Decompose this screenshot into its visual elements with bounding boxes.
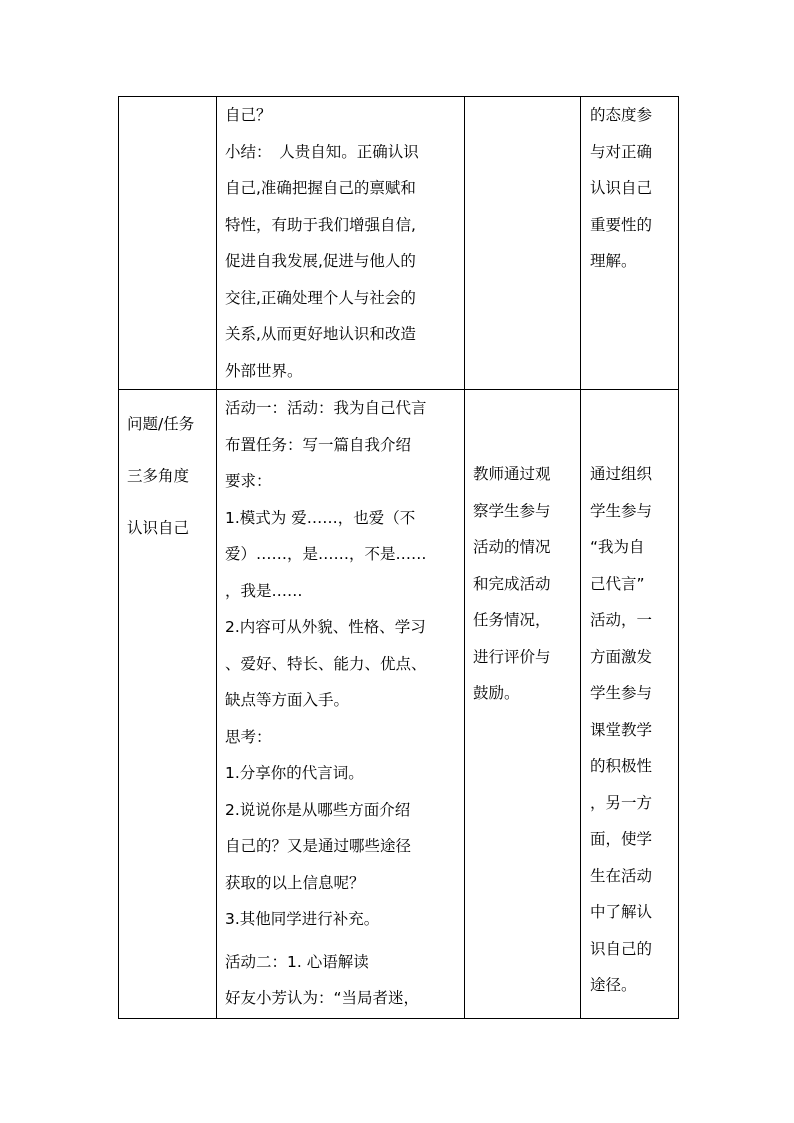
text-line: 要求： xyxy=(225,472,272,490)
purpose-cell xyxy=(581,97,679,390)
text-line: 教师通过观 xyxy=(473,465,551,483)
text-line: 布置任务：写一篇自我介绍 xyxy=(225,435,412,454)
text-line: 学生参与 xyxy=(590,684,653,702)
text-line: 理解。 xyxy=(590,252,637,270)
text-line: 活动一：活动：我为自己代言 xyxy=(225,399,427,417)
table-row xyxy=(119,97,679,390)
text-line: ，另一方 xyxy=(590,793,653,812)
text-line: 关系,从而更好地认识和改造 xyxy=(225,325,416,343)
text-line: 缺点等方面入手。 xyxy=(225,691,350,709)
text-line: 认识自己 xyxy=(127,518,190,537)
text-line: 课堂教学 xyxy=(590,720,653,739)
teacher-cell xyxy=(465,97,581,390)
text-line: 学生参与 xyxy=(590,501,653,520)
text-line: 自己的？又是通过哪些途径 xyxy=(225,837,412,855)
table-row xyxy=(119,390,679,1019)
text-line: 鼓励。 xyxy=(473,684,520,702)
text-line: 小结： 人贵自知。正确认识 xyxy=(225,142,419,161)
text-line: ，我是…… xyxy=(225,581,303,600)
text-line: 认识自己 xyxy=(590,179,653,197)
text-line: 外部世界。 xyxy=(225,361,303,380)
text-line: 进行评价与 xyxy=(473,647,551,666)
text-line: 获取的以上信息呢？ xyxy=(225,873,365,892)
text-line: 促进自我发展,促进与他人的 xyxy=(225,252,416,270)
text-line: 好友小芳认为：“当局者迷， xyxy=(225,989,420,1007)
text-line: 自己,准确把握自己的禀赋和 xyxy=(225,179,416,197)
text-line: 方面激发 xyxy=(590,647,653,666)
text-line: 2.内容可从外貌、性格、学习 xyxy=(225,618,426,636)
text-line: 3.其他同学进行补充。 xyxy=(225,910,380,928)
stage-cell xyxy=(119,390,217,1019)
text-line: 察学生参与 xyxy=(473,501,551,520)
text-line: 己代言” xyxy=(590,574,645,593)
text-line: 中了解认 xyxy=(590,903,653,921)
text-line: 活动的情况 xyxy=(473,538,551,556)
teacher-cell xyxy=(465,390,581,1019)
text-line: 问题/任务 xyxy=(127,414,195,433)
text-line: 1.模式为 爱……，也爱（不 xyxy=(225,508,416,527)
text-line: 途径。 xyxy=(590,976,637,994)
text-line: 任务情况， xyxy=(473,611,551,629)
text-line: 生在活动 xyxy=(590,866,653,885)
text-line: 和完成活动 xyxy=(473,574,551,593)
text-line: 活动，一 xyxy=(590,611,653,629)
text-line: 的积极性 xyxy=(590,757,653,775)
text-line: “我为自 xyxy=(590,538,645,556)
lesson-plan-table xyxy=(118,96,679,1019)
text-line: 活动二：1. 心语解读 xyxy=(225,952,369,971)
activity-cell xyxy=(217,97,465,390)
stage-cell xyxy=(119,97,217,390)
purpose-cell xyxy=(581,390,679,1019)
activity-cell xyxy=(217,390,465,1019)
text-line: 通过组织 xyxy=(590,465,653,483)
text-line: 面，使学 xyxy=(590,830,653,848)
text-line: 2.说说你是从哪些方面介绍 xyxy=(225,800,411,819)
text-line: 特性，有助于我们增强自信, xyxy=(225,215,416,234)
text-line: 自己？ xyxy=(225,106,272,124)
text-line: 思考： xyxy=(225,727,272,746)
text-line: 与对正确 xyxy=(590,142,653,161)
text-line: 、爱好、特长、能力、优点、 xyxy=(225,654,427,673)
text-line: 1.分享你的代言词。 xyxy=(225,764,364,782)
text-line: 识自己的 xyxy=(590,939,653,958)
text-line: 爱）……，是……，不是…… xyxy=(225,545,427,563)
text-line: 重要性的 xyxy=(590,215,653,234)
text-line: 交往,正确处理个人与社会的 xyxy=(225,288,416,307)
text-line: 三多角度 xyxy=(127,466,190,485)
text-line: 的态度参 xyxy=(590,106,653,124)
